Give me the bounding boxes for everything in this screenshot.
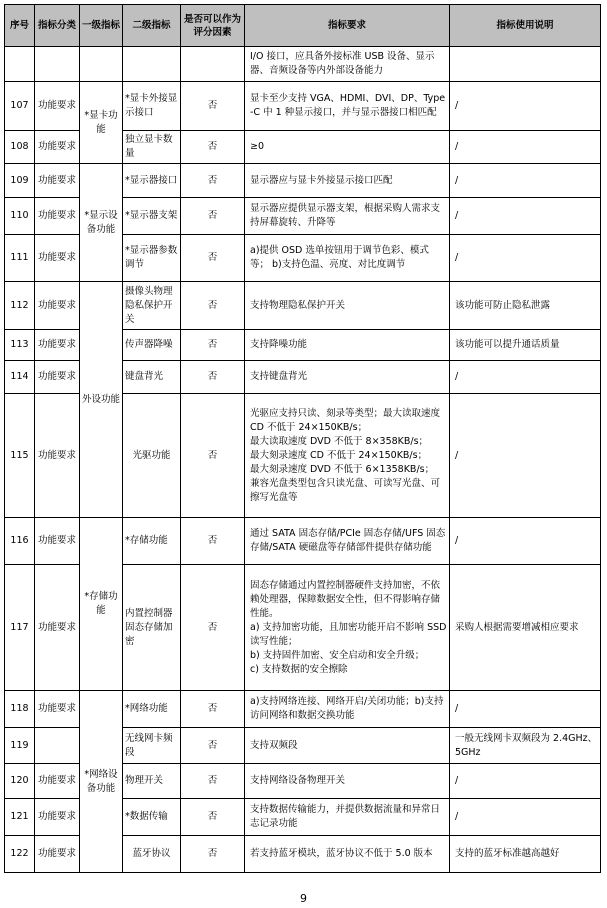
requirement-cell: 显示器应与显卡外接显示接口匹配	[245, 164, 450, 198]
scoring-cell: 否	[181, 282, 245, 330]
level2-cell: 物理开关	[123, 764, 181, 799]
usage-note-cell: /	[450, 164, 601, 198]
seq-cell: 110	[5, 198, 35, 235]
scoring-cell: 否	[181, 836, 245, 873]
scoring-cell: 否	[181, 565, 245, 691]
table-row	[5, 518, 601, 565]
requirement-cell: 光驱应支持只读、刻录等类型；最大读取速度 CD 不低于 24×150KB/s； 最大读取速度 DVD 不低于 8×358KB/s； 最大刻录速度 CD 不低于 24×150KB/s； 最大刻录速度 DVD 不低于 6×1358KB/s； 兼容光盘类型包含只读光盘、可读写光盘、可擦写光盘等	[245, 394, 450, 518]
table-row	[5, 82, 601, 131]
header-row	[5, 5, 601, 47]
header-level2: 二级指标	[123, 5, 181, 47]
usage-note-cell: /	[450, 691, 601, 728]
seq-cell: 116	[5, 518, 35, 565]
table-row-continued	[5, 47, 601, 82]
header-usage-note: 指标使用说明	[450, 5, 601, 47]
spec-table	[4, 4, 601, 873]
level2-cell: 蓝牙协议	[123, 836, 181, 873]
level2-cell: *显示器接口	[123, 164, 181, 198]
requirement-cell: 显卡至少支持 VGA、HDMI、DVI、DP、Type-C 中 1 种显示接口，并与显示器接口相匹配	[245, 82, 450, 131]
category-cell: 功能要求	[35, 565, 80, 691]
scoring-cell: 否	[181, 799, 245, 836]
category-cell: 功能要求	[35, 131, 80, 164]
page-number: 9	[300, 892, 307, 905]
requirement-cell: 支持物理隐私保护开关	[245, 282, 450, 330]
usage-note-cell: 一般无线网卡双频段为 2.4GHz、5GHz	[450, 728, 601, 764]
level1-cell: *显示设备功能	[80, 164, 123, 282]
level2-cell: 内置控制器固态存储加密	[123, 565, 181, 691]
requirement-cell: 显示器应提供显示器支架，根据采购人需求支持屏幕旋转、升降等	[245, 198, 450, 235]
seq-cell: 113	[5, 330, 35, 361]
category-cell: 功能要求	[35, 764, 80, 799]
header-scoring: 是否可以作为评分因素	[181, 5, 245, 47]
seq-cell: 119	[5, 728, 35, 764]
level2-cell: 摄像头物理隐私保护开关	[123, 282, 181, 330]
seq-cell: 122	[5, 836, 35, 873]
level2-cell: 光驱功能	[123, 394, 181, 518]
category-cell: 功能要求	[35, 235, 80, 282]
category-cell: 功能要求	[35, 164, 80, 198]
usage-note-cell: /	[450, 131, 601, 164]
category-cell: 功能要求	[35, 799, 80, 836]
usage-note-cell: /	[450, 82, 601, 131]
requirement-cell: I/O 接口，应具备外接标准 USB 设备、显示器、音频设备等内外部设备能力	[245, 47, 450, 82]
seq-cell: 115	[5, 394, 35, 518]
level2-cell: *数据传输	[123, 799, 181, 836]
usage-note-cell: 该功能可防止隐私泄露	[450, 282, 601, 330]
scoring-cell: 否	[181, 131, 245, 164]
seq-cell: 121	[5, 799, 35, 836]
usage-note-cell: /	[450, 235, 601, 282]
scoring-cell: 否	[181, 361, 245, 394]
requirement-cell: 支持键盘背光	[245, 361, 450, 394]
scoring-cell: 否	[181, 728, 245, 764]
scoring-cell: 否	[181, 235, 245, 282]
category-cell: 功能要求	[35, 282, 80, 330]
seq-cell: 120	[5, 764, 35, 799]
usage-note-cell: /	[450, 764, 601, 799]
usage-note-cell: /	[450, 518, 601, 565]
level2-cell: *网络功能	[123, 691, 181, 728]
level1-cell: *存储功能	[80, 518, 123, 691]
usage-note-cell: 支持的蓝牙标准越高越好	[450, 836, 601, 873]
level1-cell: *网络设备功能	[80, 691, 123, 873]
category-cell: 功能要求	[35, 330, 80, 361]
level2-cell: 传声器降噪	[123, 330, 181, 361]
level2-cell: 键盘背光	[123, 361, 181, 394]
usage-note-cell: /	[450, 394, 601, 518]
seq-cell: 112	[5, 282, 35, 330]
header-level1: 一级指标	[80, 5, 123, 47]
scoring-cell: 否	[181, 198, 245, 235]
requirement-cell: ≥0	[245, 131, 450, 164]
table-row	[5, 691, 601, 728]
level1-cell: *显卡功能	[80, 82, 123, 164]
usage-note-cell: /	[450, 361, 601, 394]
level2-cell: 独立显卡数量	[123, 131, 181, 164]
requirement-cell: a)提供 OSD 选单按钮用于调节色彩、模式等； b)支持色温、亮度、对比度调节	[245, 235, 450, 282]
table-row	[5, 164, 601, 198]
requirement-cell: 若支持蓝牙模块，蓝牙协议不低于 5.0 版本	[245, 836, 450, 873]
requirement-cell: 固态存储通过内置控制器硬件支持加密，不依赖处理器，保障数据安全性，但不得影响存储性能。 a) 支持加密功能，且加密功能开启不影响 SSD 读写性能； b) 支持固件加密、安全启动和安全升级； c) 支持数据的安全擦除	[245, 565, 450, 691]
seq-cell: 111	[5, 235, 35, 282]
header-category: 指标分类	[35, 5, 80, 47]
scoring-cell: 否	[181, 394, 245, 518]
header-requirement: 指标要求	[245, 5, 450, 47]
requirement-cell: 支持数据传输能力，并提供数据流量和异常日志记录功能	[245, 799, 450, 836]
category-cell: 功能要求	[35, 518, 80, 565]
usage-note-cell: 该功能可以提升通话质量	[450, 330, 601, 361]
category-cell: 功能要求	[35, 361, 80, 394]
category-cell: 功能要求	[35, 836, 80, 873]
usage-note-cell: /	[450, 198, 601, 235]
scoring-cell: 否	[181, 518, 245, 565]
requirement-cell: a)支持网络连接、网络开启/关闭功能；b)支持访问网络和数据交换功能	[245, 691, 450, 728]
category-cell: 功能要求	[35, 394, 80, 518]
category-cell: 功能要求	[35, 691, 80, 728]
scoring-cell: 否	[181, 691, 245, 728]
seq-cell: 109	[5, 164, 35, 198]
requirement-cell: 支持双频段	[245, 728, 450, 764]
category-cell: 功能要求	[35, 82, 80, 131]
level2-cell: *存储功能	[123, 518, 181, 565]
scoring-cell: 否	[181, 164, 245, 198]
category-cell: 功能要求	[35, 198, 80, 235]
requirement-cell: 支持网络设备物理开关	[245, 764, 450, 799]
scoring-cell: 否	[181, 330, 245, 361]
seq-cell: 108	[5, 131, 35, 164]
seq-cell: 118	[5, 691, 35, 728]
seq-cell: 107	[5, 82, 35, 131]
level2-cell: 无线网卡频段	[123, 728, 181, 764]
scoring-cell: 否	[181, 82, 245, 131]
table-row	[5, 282, 601, 330]
usage-note-cell: 采购人根据需要增减相应要求	[450, 565, 601, 691]
seq-cell: 114	[5, 361, 35, 394]
category-cell	[35, 728, 80, 764]
level2-cell: *显示器参数调节	[123, 235, 181, 282]
level2-cell: *显卡外接显示接口	[123, 82, 181, 131]
level2-cell: *显示器支架	[123, 198, 181, 235]
level1-cell: 外设功能	[80, 282, 123, 518]
scoring-cell: 否	[181, 764, 245, 799]
header-seq: 序号	[5, 5, 35, 47]
requirement-cell: 通过 SATA 固态存储/PCIe 固态存储/UFS 固态存储/SATA 硬磁盘等存储部件提供存储功能	[245, 518, 450, 565]
seq-cell: 117	[5, 565, 35, 691]
requirement-cell: 支持降噪功能	[245, 330, 450, 361]
usage-note-cell: /	[450, 799, 601, 836]
